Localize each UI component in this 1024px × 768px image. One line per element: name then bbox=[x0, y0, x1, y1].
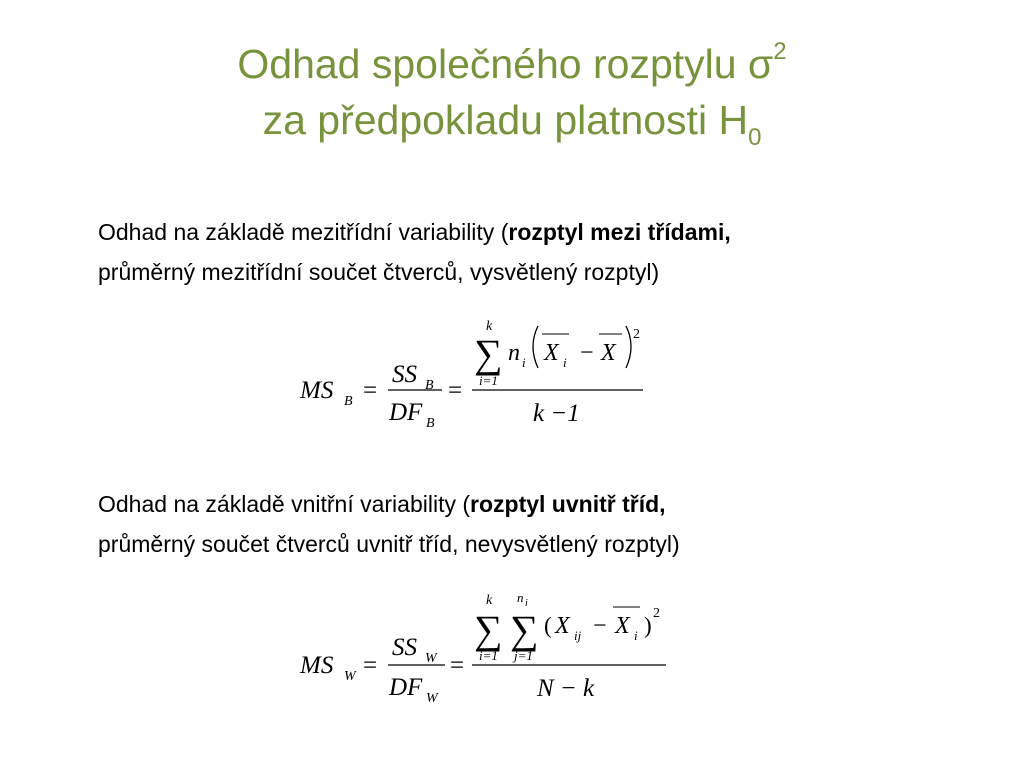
within-bold-text: rozptyl uvnitř tříd, bbox=[470, 491, 666, 517]
f2-sum2-lower: j=1 bbox=[514, 648, 533, 663]
within-variance-paragraph bbox=[98, 484, 978, 564]
f1-right-paren bbox=[626, 326, 631, 368]
title-sigma-exponent: 2 bbox=[773, 38, 787, 66]
f2-open-paren: ( bbox=[544, 613, 552, 638]
f2-minus: − bbox=[593, 613, 607, 639]
formula-ms-between bbox=[290, 312, 670, 447]
f1-sum-lower: i=1 bbox=[479, 373, 498, 388]
f2-ms: MS bbox=[300, 652, 334, 679]
f2-sigma1-icon: ∑ bbox=[474, 607, 503, 652]
f1-x-grand: X bbox=[601, 340, 616, 366]
f1-x: X bbox=[544, 340, 559, 366]
f2-x-ij: X bbox=[555, 613, 570, 639]
f1-ss-sub: B bbox=[425, 378, 434, 393]
f1-n: n bbox=[508, 340, 520, 366]
f2-x-i-sub: i bbox=[634, 628, 638, 643]
f1-ms: MS bbox=[300, 377, 334, 404]
f1-eq1: = bbox=[363, 377, 378, 404]
title-h-subscript: 0 bbox=[748, 124, 762, 152]
f1-power: 2 bbox=[633, 327, 640, 342]
f1-sum-upper: k bbox=[486, 319, 493, 334]
f2-power: 2 bbox=[653, 606, 660, 621]
f1-left-paren bbox=[533, 326, 538, 368]
formula-ms-within bbox=[290, 585, 690, 720]
title-line-2-text: za předpokladu platnosti H bbox=[262, 97, 749, 143]
f2-sum1-upper: k bbox=[486, 593, 493, 608]
within-rest-text: průměrný součet čtverců uvnitř tříd, nevysvětlený rozptyl) bbox=[98, 531, 680, 557]
title-line-2 bbox=[0, 92, 1024, 152]
f1-minus: − bbox=[580, 340, 594, 366]
f1-x-sub: i bbox=[563, 355, 567, 370]
f1-n-sub: i bbox=[522, 355, 526, 370]
between-intro-text: Odhad na základě mezitřídní variability ( bbox=[98, 219, 509, 245]
f2-sum1-lower: i=1 bbox=[479, 648, 498, 663]
f2-sigma2-icon: ∑ bbox=[510, 607, 539, 652]
f2-ss: SS bbox=[392, 634, 417, 661]
f1-ms-sub: B bbox=[344, 394, 353, 409]
f1-ss: SS bbox=[392, 361, 417, 388]
f2-df: DF bbox=[389, 674, 423, 701]
f2-df-sub: W bbox=[426, 691, 438, 706]
title-line-1 bbox=[0, 36, 1024, 92]
between-variance-paragraph bbox=[98, 212, 978, 292]
f2-x-ij-sub: ij bbox=[574, 628, 582, 643]
slide-title bbox=[0, 36, 1024, 152]
f1-df: DF bbox=[389, 399, 423, 426]
f1-df-sub: B bbox=[426, 416, 435, 431]
f2-eq2: = bbox=[450, 652, 465, 679]
title-line-1-text: Odhad společného rozptylu σ bbox=[237, 41, 774, 87]
f2-eq1: = bbox=[363, 652, 378, 679]
between-bold-text: rozptyl mezi třídami, bbox=[508, 219, 731, 245]
f2-sum2-upper: n bbox=[517, 590, 524, 605]
f2-x-i: X bbox=[615, 613, 630, 639]
f1-denominator: k −1 bbox=[533, 400, 580, 427]
within-intro-text: Odhad na základě vnitřní variability ( bbox=[98, 491, 471, 517]
between-rest-text: průměrný mezitřídní součet čtverců, vysvětlený rozptyl) bbox=[98, 259, 660, 285]
f2-denominator: N − k bbox=[537, 675, 595, 702]
f2-close-paren: ) bbox=[644, 613, 652, 638]
f2-sum2-upper-sub: i bbox=[525, 598, 528, 609]
f2-ss-sub: W bbox=[425, 651, 437, 666]
f1-eq2: = bbox=[448, 377, 463, 404]
f2-ms-sub: W bbox=[344, 669, 356, 684]
f1-sigma-icon: ∑ bbox=[474, 331, 503, 376]
